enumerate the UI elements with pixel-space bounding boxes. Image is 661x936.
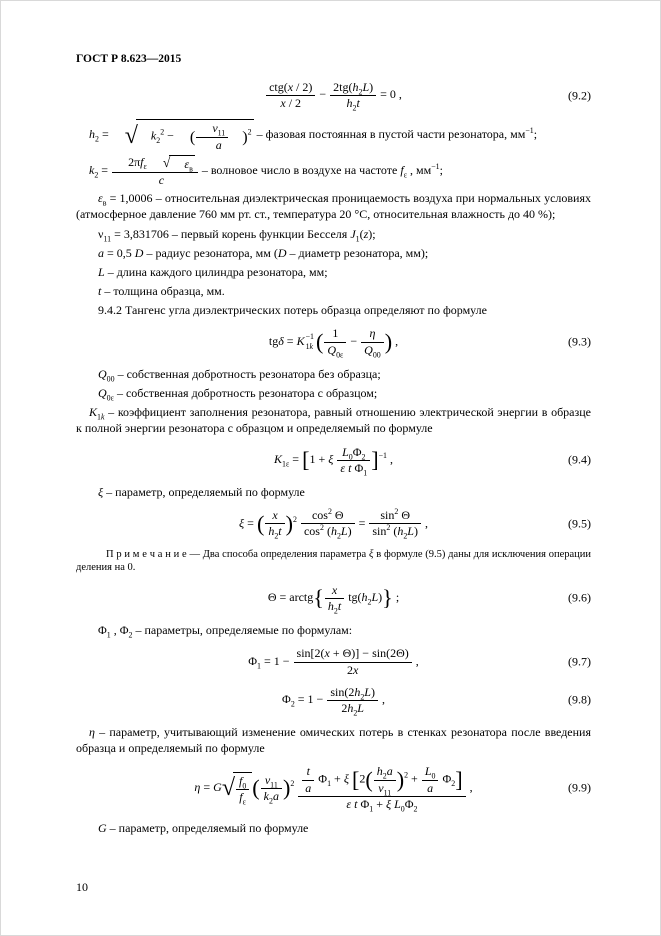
numerator	[302, 765, 314, 779]
fraction	[260, 772, 283, 806]
math-variable: L	[364, 684, 371, 699]
math-variable: k	[309, 341, 314, 351]
math-variable: h	[354, 684, 361, 699]
subscript: 0	[400, 804, 405, 814]
big-delimiter: {	[313, 585, 324, 611]
math-variable: K	[89, 405, 98, 420]
big-delimiter: }	[382, 585, 393, 611]
math-variable: G	[98, 821, 107, 836]
para-nu-definition: $\nu_{11} = 3,831706$ – первый корень функции Бесселя $J_1(z)$;	[98, 226, 376, 243]
math-variable: x	[272, 508, 278, 523]
fraction	[293, 647, 413, 676]
subscript: 0ε	[106, 393, 114, 403]
para-k1k-definition: $K_{1k}$ – коэффициент заполнения резонатора, равный отношению электрической энергии в образце к полной энергии резонатора с образцом и определяемый по формуле	[76, 405, 591, 436]
math-token: −1	[305, 331, 315, 341]
radicand	[233, 772, 252, 807]
math-variable: K	[273, 452, 282, 466]
math-variable: x	[287, 80, 294, 94]
subscript: 0	[431, 771, 436, 781]
big-delimiter: [	[351, 767, 360, 793]
denominator	[261, 788, 282, 806]
subscript: 1	[369, 804, 374, 814]
subscript: 2	[358, 87, 363, 97]
math-variable: ξ	[328, 452, 334, 466]
numerator	[361, 327, 384, 341]
subscript: 00	[372, 350, 381, 360]
denominator	[361, 342, 384, 360]
superscript: 2	[327, 507, 332, 517]
fraction	[324, 582, 345, 616]
square-root	[221, 772, 252, 807]
formula-number: (9.2)	[568, 88, 591, 103]
math-variable: L	[407, 524, 414, 539]
formula-9-7	[76, 647, 591, 676]
square-root	[112, 119, 254, 151]
radicand	[169, 155, 194, 174]
math-variable: t	[348, 460, 352, 475]
fraction	[329, 80, 377, 113]
denominator	[112, 172, 198, 187]
superscript: 2	[293, 514, 297, 524]
math-variable: D	[134, 245, 144, 260]
math-variable: h	[346, 96, 353, 111]
big-delimiter: )	[396, 767, 405, 793]
formula-content: Θ = arctg{ $\frac{x}{h_2t}$ $tg(h_2L)$} ;	[267, 582, 400, 616]
para-q0e-definition: $Q_{0\varepsilon}$ – собственная добротность резонатора с образцом;	[98, 386, 378, 403]
math-variable: h	[268, 524, 275, 539]
math-variable: k	[263, 788, 269, 803]
math-variable: L	[394, 796, 401, 811]
math-variable: a	[215, 137, 222, 152]
subscript: в	[102, 198, 107, 208]
math-variable: t	[98, 284, 102, 299]
fraction	[373, 764, 397, 798]
big-delimiter: (	[316, 329, 324, 355]
denominator	[374, 780, 396, 798]
math-variable: η	[194, 780, 201, 794]
subscript: 2	[382, 771, 387, 781]
denominator	[324, 342, 346, 360]
denominator	[265, 523, 284, 541]
formula-9-3	[76, 326, 591, 360]
fraction	[368, 507, 422, 541]
subscript: 11	[270, 779, 278, 789]
formula-9-6	[76, 582, 591, 616]
superscript: 2	[319, 523, 324, 533]
big-delimiter: (	[256, 510, 265, 536]
formula-9-8	[76, 684, 591, 718]
math-variable: K	[296, 333, 305, 348]
subscript: 11	[103, 233, 112, 243]
big-delimiter: (	[252, 775, 260, 801]
math-variable: h	[89, 127, 95, 142]
para-h2-definition: $h_2$ = √ $k_2^2$ − ( $\frac{\nu_{11}}{a}$ )$^2$ – фазовая постоянная в пустой части резонатора, $мм^{-1}$;	[89, 121, 538, 152]
numerator: $2tg(h_2L)$	[333, 80, 374, 97]
math-variable: z	[363, 226, 369, 241]
subscript: 2	[361, 451, 366, 461]
math-variable: h	[330, 524, 337, 539]
math-variable: t	[278, 524, 282, 539]
subscript: 2	[367, 597, 372, 607]
formula-9-2	[76, 80, 591, 113]
math-variable: Q	[364, 342, 373, 357]
sub-sup-stack	[306, 332, 314, 352]
numerator	[261, 774, 282, 788]
numerator: ctg(x / 2)	[269, 80, 313, 94]
formula-number: (9.4)	[568, 452, 591, 467]
subscript: 1	[355, 233, 360, 243]
math-variable: L	[342, 444, 349, 459]
fraction	[297, 764, 466, 814]
page-number: 10	[76, 880, 88, 894]
math-variable: ν	[212, 121, 218, 136]
math-variable: x	[280, 96, 286, 111]
denominator	[330, 95, 376, 113]
math-variable: G	[213, 780, 222, 794]
math-variable: a	[272, 788, 279, 803]
math-variable: L	[362, 80, 370, 94]
big-delimiter: )	[282, 775, 291, 801]
formula-number: (9.7)	[568, 654, 591, 669]
math-token: 1k	[305, 341, 314, 351]
big-delimiter: ]	[371, 447, 379, 473]
math-variable: h	[327, 598, 334, 613]
para-k2-definition: $k_2$ = $2\pi f_\varepsilon$ √ $\varepsilon_в$ c – волновое число в воздухе на частоте $f_\varepsilon$ , $мм^{-1}$;	[89, 154, 443, 187]
formula-content: $\Phi_2 = 1$ − $\frac{\sin(2h_2L)}{2h_2L}$ ,	[282, 684, 385, 718]
denominator: $\sin^2 (h_2L)$	[369, 523, 421, 538]
numerator: sin[2(x + Θ)] − sin(2Θ)	[296, 646, 409, 661]
fraction	[264, 508, 285, 541]
math-variable: ξ	[239, 515, 245, 530]
fraction	[336, 444, 371, 478]
superscript: 2	[386, 523, 391, 533]
numerator: $\sin(2h_2L)$	[330, 684, 375, 702]
fraction	[301, 765, 315, 794]
math-variable: x	[331, 582, 338, 597]
subscript: 11	[217, 128, 226, 138]
subscript: 1	[363, 468, 368, 478]
formula-content: tgδ = K −1 1k ( $\frac{1}{Q_{0\varepsilon}}$ − $\frac{\eta}{Q_{00}}$ ) ,	[268, 326, 399, 360]
math-variable: f	[239, 790, 243, 805]
fraction	[421, 765, 440, 794]
subscript: 0	[348, 451, 353, 461]
math-variable: a	[305, 780, 312, 795]
radical-sign: √	[221, 775, 235, 802]
numerator: $2\pi f_\varepsilon$ √ $\varepsilon_в$	[128, 154, 193, 174]
denominator: x / 2	[266, 95, 315, 110]
denominator: $\cos^2 (h_2L)$	[301, 523, 355, 538]
subscript: 2	[333, 606, 338, 616]
math-variable: k	[100, 412, 105, 422]
denominator: ε t $\Phi_1 + \xi$ $L_0\Phi_2$	[298, 796, 465, 811]
math-variable: f	[238, 774, 243, 789]
subscript: 2	[95, 134, 99, 144]
subscript: 00	[106, 374, 115, 384]
subscript: 2	[274, 531, 279, 541]
square-root	[150, 154, 195, 174]
subscript: 11	[383, 788, 392, 798]
formula-content: $K_{1\varepsilon} = [1 + \xi$ $\frac{L_0\Phi_2}{\varepsilon t \Phi_1}$ ]$^{-1}$ ,	[273, 444, 393, 478]
subscript: 1	[257, 661, 261, 671]
radical-sign: √	[124, 122, 138, 149]
big-delimiter: )	[384, 329, 393, 355]
big-delimiter: [	[302, 447, 310, 473]
math-variable: Q	[98, 386, 107, 400]
fraction	[235, 774, 250, 807]
math-variable: f	[400, 162, 404, 177]
math-variable: t	[356, 96, 360, 111]
math-variable: t	[337, 598, 342, 613]
para-section-9-4-2: 9.4.2 Тангенс угла диэлектрических потерь образца определяют по формуле	[98, 303, 487, 318]
formula-number: (9.5)	[568, 516, 591, 531]
subscript: 2	[413, 804, 418, 814]
subscript: 2	[360, 692, 365, 702]
subscript: 2	[403, 531, 408, 541]
delimiter: (	[189, 127, 196, 146]
big-delimiter: ]	[455, 767, 463, 793]
big-delimiter: )	[285, 510, 294, 536]
superscript: 2	[290, 779, 295, 788]
subscript: 1	[327, 779, 332, 789]
subscript: 1ε	[282, 459, 290, 469]
denominator: 2x	[294, 662, 412, 677]
math-variable: ε	[184, 156, 190, 171]
subscript: 2	[156, 136, 161, 146]
subscript: 2	[336, 531, 341, 541]
subscript: ε	[143, 161, 147, 171]
numerator: $\frac{t}{a}$ $\Phi_1 + \xi$ [2( $\frac{h_2a}{\nu_{11}}$ )$^2$ + $\frac{L_0}{a}$ $\Phi_2$]	[298, 765, 465, 795]
denominator: ε t $\Phi_1$	[337, 460, 370, 475]
superscript: 2	[160, 127, 165, 137]
delimiter: )	[242, 127, 248, 146]
formula-content: $\Phi_1 = 1$ − $\frac{\sin[2(x + \Theta)] - \sin(2\Theta)}{2x}$ ,	[248, 646, 419, 677]
math-variable: L	[98, 264, 105, 279]
superscript: 2	[394, 507, 399, 517]
math-variable: L	[371, 590, 379, 605]
radical-sign: √	[162, 154, 171, 170]
numerator	[265, 509, 284, 523]
superscript: −1	[378, 451, 387, 460]
para-q00-definition: $Q_{00}$ – собственная добротность резонатора без образца;	[98, 366, 381, 384]
para-t-definition: t – толщина образца, мм.	[98, 284, 225, 299]
math-variable: x	[324, 646, 330, 661]
subscript: ε	[242, 797, 246, 807]
formula-content: η = G √ $\frac{f_0}{f_\varepsilon}$ ( $\frac{\nu_{11}}{k_2a}$ )$^2$ $\frac{t}{a}$ $\Phi_1 + \xi$ [2( $\frac{h_2a}{\nu_{11}}$ )$^2$ + $\frac{L_0}{a}$ $\Phi_2$] ε t $\Phi_1 + \xi$ $L_0\Phi_2$ ,	[194, 764, 473, 814]
math-variable: η	[369, 326, 376, 341]
subscript: 2	[451, 779, 456, 789]
math-variable: ν	[264, 772, 271, 787]
numerator	[196, 122, 228, 136]
math-variable: ε	[340, 460, 346, 475]
math-variable: t	[306, 764, 310, 779]
numerator	[325, 584, 344, 598]
math-variable: J	[350, 226, 356, 241]
math-variable: a	[386, 764, 393, 779]
para-eta-definition: η – параметр, учитывающий изменение омических потерь в стенках резонатора после введения образца и определяемый по формуле	[76, 725, 591, 756]
fraction	[111, 155, 199, 187]
formula-number: (9.3)	[568, 334, 591, 349]
numerator: $L_0\Phi_2$	[342, 444, 366, 461]
para-xi-definition: ξ – параметр, определяемый по формуле	[98, 484, 305, 499]
para-phi-definition: $\Phi_1$ , $\Phi_2$ – параметры, определяемые по формулам:	[98, 623, 353, 640]
numerator	[236, 775, 249, 789]
math-variable: L	[357, 700, 364, 715]
formula-number: (9.6)	[568, 590, 591, 605]
math-variable: h	[397, 524, 404, 539]
math-variable: ξ	[98, 484, 104, 499]
math-variable: f	[140, 154, 144, 169]
math-variable: ξ	[368, 548, 374, 560]
math-variable: k	[89, 162, 95, 177]
numerator: $\cos^2 \Theta$	[311, 507, 344, 523]
subscript: 2	[352, 103, 357, 113]
subscript: 1k	[97, 412, 105, 422]
subscript: 2	[290, 699, 295, 709]
math-variable: D	[277, 245, 287, 260]
formula-number: (9.8)	[568, 692, 591, 707]
superscript: 2	[404, 770, 409, 780]
fraction	[360, 326, 385, 360]
math-variable: a	[427, 780, 434, 795]
numerator: 1	[332, 326, 339, 341]
math-variable: δ	[278, 333, 284, 348]
para-epsilon-definition: $\varepsilon_в = 1,0006$ – относительная диэлектрическая проницаемость воздуха при нормальных условиях (атмосферное давление 760 мм рт. ст., температура 20 °С, относительная влажность до 40 %);	[76, 191, 591, 222]
subscript: 2	[269, 796, 273, 806]
para-g-definition: G – параметр, определяемый по формуле	[98, 821, 309, 836]
formula-content: ξ = ( $\frac{x}{h_2t}$ )$^2$ $\frac{\cos^2 \Theta}{\cos^2 (h_2L)}$ = $\frac{\sin^2 \Theta}{\sin^2 (h_2L)}$ ,	[239, 507, 428, 541]
fraction	[323, 326, 347, 360]
math-variable: ε	[346, 796, 352, 811]
math-variable: η	[89, 725, 95, 740]
formula-content: ctg(x / 2) x / 2 − $\frac{2tg(h_2L)}{h_2t}$ = 0 ,	[265, 87, 402, 101]
document-number-header: ГОСТ Р 8.623—2015	[76, 53, 182, 65]
math-variable: k	[150, 128, 157, 143]
math-variable: a	[98, 245, 104, 260]
subscript: 0ε	[336, 350, 344, 360]
denominator: $2h_2L$	[327, 700, 378, 715]
denominator	[325, 598, 344, 616]
subscript: ε	[403, 170, 408, 180]
numerator	[374, 765, 396, 779]
denominator	[422, 780, 439, 795]
math-variable: h	[361, 590, 368, 605]
math-variable: t	[354, 796, 358, 811]
numerator	[422, 765, 439, 779]
math-variable: ξ	[385, 796, 392, 811]
subscript: 1	[106, 630, 111, 640]
subscript: 2	[128, 630, 133, 640]
subscript: 2	[353, 708, 358, 718]
subscript: в	[189, 164, 193, 174]
math-variable: ε	[98, 191, 103, 206]
fraction	[300, 507, 356, 541]
formula-9-9	[76, 764, 591, 814]
denominator	[236, 789, 249, 807]
superscript: −1	[431, 161, 440, 171]
math-variable: h	[376, 764, 383, 779]
superscript: 2	[247, 127, 252, 137]
math-variable: ν	[378, 780, 384, 795]
math-variable: L	[340, 524, 348, 539]
para-note: П р и м е ч а н и е — Два способа определения параметра ξ в формуле (9.5) даны для исключения операции деления на 0.	[76, 548, 592, 574]
math-variable: Q	[327, 342, 337, 357]
para-a-definition: a = 0,5 D – радиус резонатора, мм (D – диаметр резонатора, мм);	[98, 245, 429, 260]
para-l-definition: L – длина каждого цилиндра резонатора, мм;	[98, 264, 328, 279]
formula-9-5	[76, 507, 591, 541]
fraction	[195, 122, 229, 151]
subscript: 2	[94, 170, 99, 180]
radicand: $k_2^2$ − ( $\frac{\nu_{11}}{a}$ )$^2$	[136, 119, 254, 151]
formula-9-4	[76, 444, 591, 478]
big-delimiter: (	[365, 767, 373, 793]
numerator: $\sin^2 \Theta$	[380, 507, 410, 523]
math-variable: c	[158, 172, 165, 187]
formula-number: (9.9)	[568, 780, 591, 795]
denominator	[302, 780, 314, 795]
fraction	[265, 81, 316, 110]
subscript: 0	[242, 781, 247, 791]
superscript: −1	[525, 126, 534, 136]
math-variable: L	[424, 764, 432, 779]
math-variable: x	[352, 662, 359, 677]
math-variable: h	[352, 80, 359, 94]
denominator	[196, 137, 228, 152]
math-variable: Q	[98, 366, 107, 381]
math-variable: h	[347, 700, 354, 715]
math-variable: ξ	[343, 771, 349, 786]
